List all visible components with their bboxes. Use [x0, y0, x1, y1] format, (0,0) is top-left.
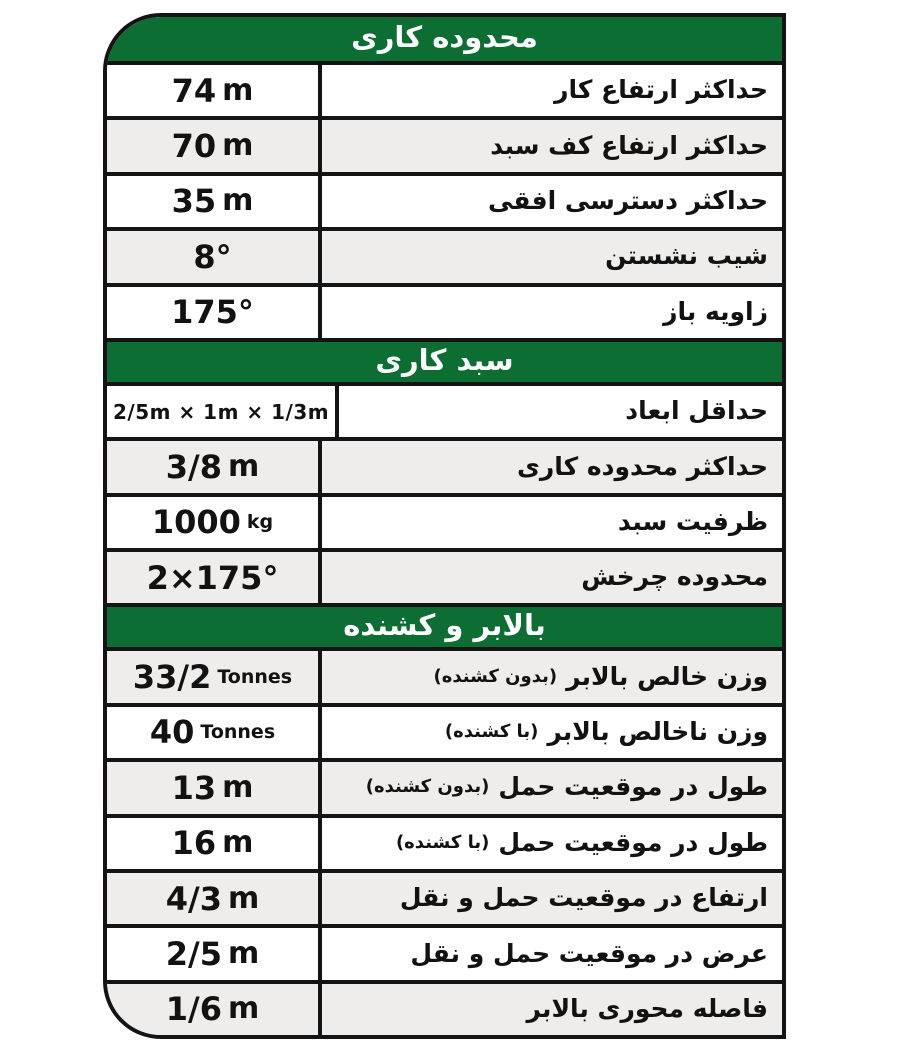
spec-label: زاویه باز [663, 296, 768, 326]
spec-value: 33/2 [132, 658, 212, 697]
spec-label-cell [339, 386, 782, 437]
crane-spec-table [103, 13, 786, 1039]
spec-label-cell [322, 928, 782, 979]
spec-label-note: (با کشنده) [395, 831, 490, 853]
spec-value: 175° [171, 293, 254, 332]
spec-value: 2/5 [165, 934, 222, 973]
spec-value-cell [107, 441, 322, 492]
spec-label-cell [322, 287, 782, 338]
spec-label: حداکثر ارتفاع کف سبد [490, 130, 768, 160]
spec-row-transport-length-with-tractor [107, 814, 782, 869]
spec-label-cell [322, 873, 782, 924]
spec-label: محدوده چرخش [581, 562, 768, 592]
spec-row-max-horizontal-reach [107, 172, 782, 227]
spec-label: شیب نشستن [605, 241, 768, 271]
spec-label: ظرفیت سبد [617, 506, 768, 536]
spec-value-cell [107, 651, 322, 702]
spec-value-cell [107, 707, 322, 758]
spec-unit: m [222, 769, 254, 805]
spec-value-cell [107, 386, 339, 437]
spec-label: وزن ناخالص بالابر [547, 717, 768, 747]
spec-value-cell [107, 120, 322, 171]
spec-value: 13 [171, 768, 217, 807]
spec-row-open-angle [107, 283, 782, 338]
spec-value-cell [107, 176, 322, 227]
spec-row-gross-weight [107, 703, 782, 758]
spec-row-tilt-angle [107, 227, 782, 282]
spec-label-cell [322, 651, 782, 702]
spec-unit: m [222, 72, 254, 108]
spec-label: طول در موقعیت حمل [498, 772, 768, 802]
spec-row-net-weight [107, 651, 782, 702]
spec-unit: m [222, 825, 254, 861]
spec-label-cell [322, 65, 782, 116]
spec-row-rotation-range [107, 548, 782, 603]
spec-unit: m [227, 880, 260, 916]
section-header-lift-and-tractor [107, 603, 782, 651]
spec-row-transport-length-without-tractor [107, 758, 782, 813]
spec-label-note: (بدون کشنده) [365, 776, 490, 798]
spec-value-cell [107, 762, 322, 813]
spec-value: 35 [171, 182, 217, 221]
spec-value: 16 [171, 824, 217, 863]
spec-label-cell [322, 231, 782, 282]
section-title: بالابر و کشنده [343, 608, 546, 643]
spec-unit: m [227, 935, 260, 971]
section-title: سبد کاری [375, 342, 514, 377]
spec-label-cell [322, 497, 782, 548]
spec-value: 2/5m × 1m × 1/3m [113, 399, 330, 424]
spec-unit: m [222, 128, 254, 164]
spec-label: عرض در موقعیت حمل و نقل [410, 938, 768, 968]
spec-label-note: (بدون کشنده) [433, 665, 558, 687]
spec-row-max-basket-floor-height [107, 116, 782, 171]
spec-unit: m [222, 183, 254, 219]
spec-label: وزن خالص بالابر [566, 661, 768, 691]
spec-value-cell [107, 928, 322, 979]
spec-label-cell [322, 176, 782, 227]
spec-label-cell [322, 762, 782, 813]
spec-value-cell [107, 873, 322, 924]
spec-label-cell [322, 552, 782, 603]
spec-value: 1/6 [165, 990, 222, 1029]
spec-row-axial-distance [107, 980, 782, 1035]
spec-label: حداکثر ارتفاع کار [554, 75, 768, 105]
spec-value: 1000 [151, 503, 241, 542]
spec-unit: kg [246, 510, 274, 533]
spec-label: ارتفاع در موقعیت حمل و نقل [399, 883, 768, 913]
spec-value-cell [107, 552, 322, 603]
spec-value: 40 [149, 713, 195, 752]
spec-value-cell [107, 984, 322, 1035]
spec-row-transport-height [107, 869, 782, 924]
spec-unit: m [227, 448, 260, 484]
spec-value: 3/8 [165, 447, 222, 486]
spec-label: حداقل ابعاد [625, 396, 768, 426]
spec-label-cell [322, 441, 782, 492]
spec-label: حداکثر محدوده کاری [516, 451, 768, 481]
spec-label-note: (با کشنده) [444, 721, 539, 743]
spec-row-max-working-range [107, 437, 782, 492]
spec-value: 2×175° [146, 558, 279, 597]
spec-value-cell [107, 497, 322, 548]
spec-value: 8° [193, 237, 232, 276]
section-header-work-basket [107, 338, 782, 386]
spec-row-min-dimensions [107, 386, 782, 437]
spec-value-cell [107, 287, 322, 338]
spec-unit: Tonnes [217, 665, 293, 688]
section-title: محدوده کاری [351, 20, 538, 54]
spec-label: فاصله محوری بالابر [526, 993, 768, 1023]
spec-row-basket-capacity [107, 493, 782, 548]
spec-label-cell [322, 707, 782, 758]
spec-label-cell [322, 818, 782, 869]
spec-value-cell [107, 818, 322, 869]
spec-value: 74 [171, 71, 217, 110]
spec-value: 70 [171, 127, 217, 166]
spec-label: حداکثر دسترسی افقی [487, 186, 768, 216]
spec-label: طول در موقعیت حمل [498, 827, 768, 857]
spec-value-cell [107, 231, 322, 282]
spec-unit: m [227, 991, 260, 1027]
spec-value: 4/3 [165, 879, 222, 918]
spec-value-cell [107, 65, 322, 116]
spec-row-max-working-height [107, 65, 782, 116]
section-header-working-range [107, 17, 782, 65]
spec-unit: Tonnes [200, 720, 276, 743]
spec-row-transport-width [107, 924, 782, 979]
spec-label-cell [322, 120, 782, 171]
spec-label-cell [322, 984, 782, 1035]
